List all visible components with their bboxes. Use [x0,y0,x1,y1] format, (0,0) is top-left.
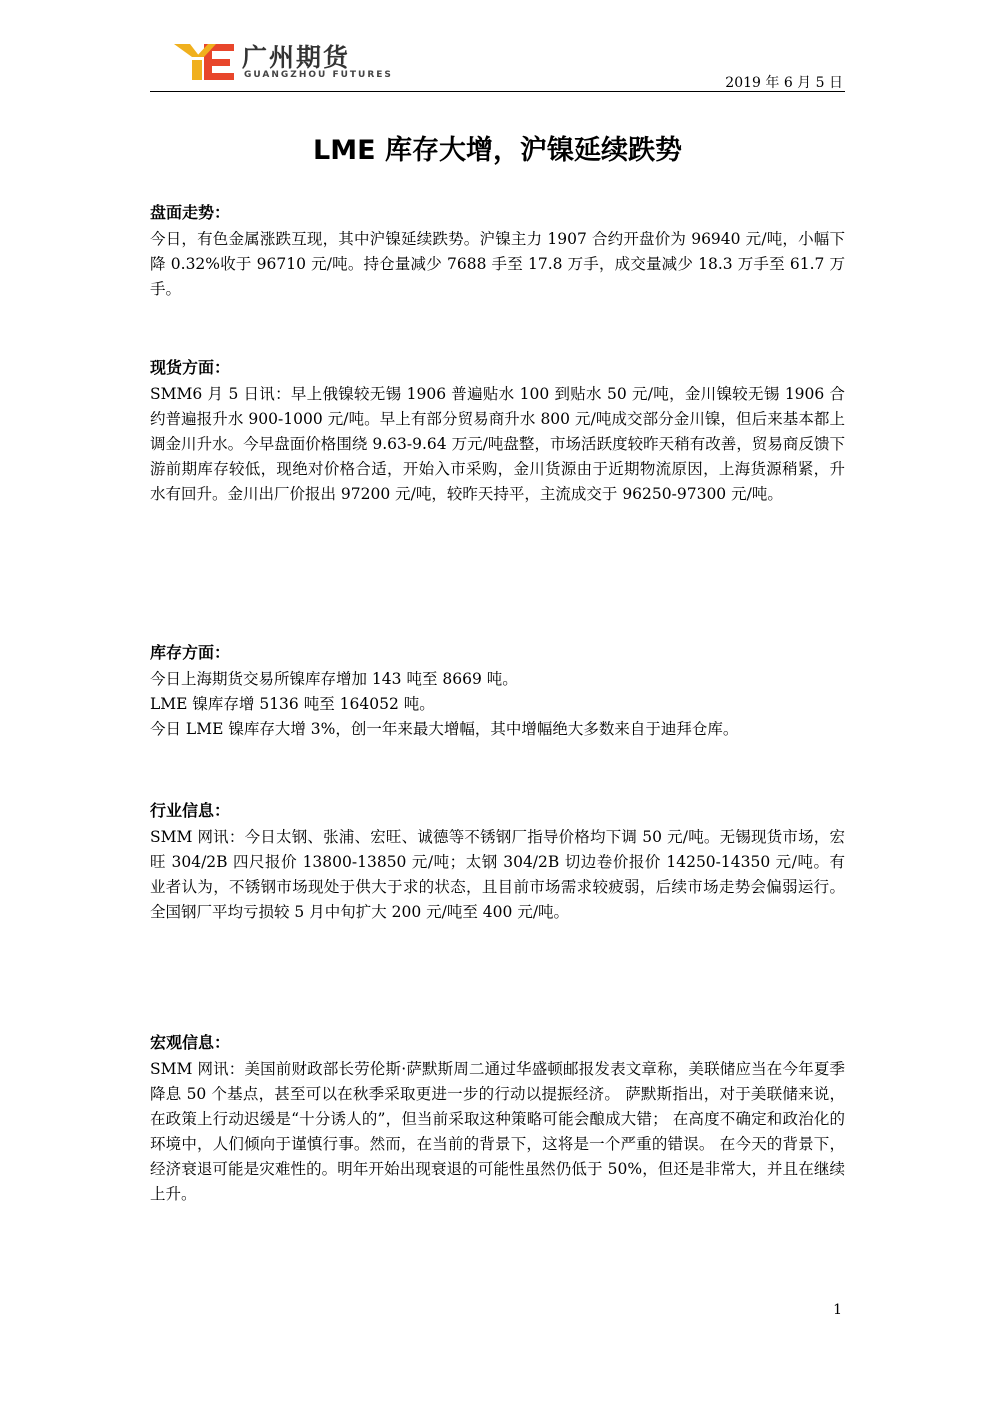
section-industry [150,798,845,925]
page-number: 1 [833,1302,842,1318]
section-heading: 行业信息： [150,801,231,820]
section-macro [150,1030,845,1207]
section-paragraph: SMM 网讯：美国前财政部长劳伦斯·萨默斯周二通过华盛顿邮报发表文章称，美联储应当在今年夏季降息 50 个基点，甚至可以在秋季采取更进一步的行动以提振经济。 萨默斯指出，对于美联储来说，在政策上行动迟缓是“十分诱人的”，但当前采取这种策略可能会酿成大错； 在高度不确定和政治化的环境中，人们倾向于谨慎行事。然而，在当前的背景下，这将是一个严重的错误。 在今天的背景下，经济衰退可能是灾难性的。明年开始出现衰退的可能性虽然仍低于 50%，但还是非常大，并且在继续上升。 [150,1060,845,1203]
section-heading: 库存方面： [150,643,231,662]
section-paragraph: 今日，有色金属涨跌互现，其中沪镍延续跌势。沪镍主力 1907 合约开盘价为 96940 元/吨，小幅下降 0.32%收于 96710 元/吨。持仓量减少 7688 手至 17.8 万手，成交量减少 18.3 万手至 61.7 万手。 [150,230,845,298]
page-header [150,30,845,94]
guangzhou-futures-logo-icon [172,40,236,82]
section-market-trend [150,200,845,302]
header-divider [150,91,845,92]
section-heading: 盘面走势： [150,203,231,222]
section-heading: 宏观信息： [150,1033,231,1052]
section-spot [150,355,845,507]
section-paragraph: 今日上海期货交易所镍库存增加 143 吨至 8669 吨。 [150,670,518,688]
section-paragraph: SMM6 月 5 日讯：早上俄镍较无锡 1906 普遍贴水 100 到贴水 50 元/吨，金川镍较无锡 1906 合约普遍报升水 900-1000 元/吨。早上有部分贸易商升水 800 元/吨成交部分金川镍，但后来基本都上调金川升水。今早盘面价格围绕 9.63-9.64 万元/吨盘整，市场活跃度较昨天稍有改善，贸易商反馈下游前期库存较低，现绝对价格合适，开始入市采购，金川货源由于近期物流原因，上海货源稍紧，升水有回升。金川出厂价报出 97200 元/吨，较昨天持平，主流成交于 96250-97300 元/吨。 [150,385,845,503]
section-heading: 现货方面： [150,358,231,377]
section-inventory [150,640,845,742]
report-title: LME 库存大增，沪镍延续跌势 [313,135,682,166]
logo-english-text: GUANGZHOU FUTURES [244,70,393,80]
logo-chinese-text: 广州期货 [242,43,351,72]
section-paragraph: SMM 网讯：今日太钢、张浦、宏旺、诚德等不锈钢厂指导价格均下调 50 元/吨。无锡现货市场，宏旺 304/2B 四尺报价 13800-13850 元/吨；太钢 304/2B 切边卷价报价 14250-14350 元/吨。有业者认为，不锈钢市场现处于供大于求的状态，且目前市场需求较疲弱，后续市场走势会偏弱运行。全国钢厂平均亏损较 5 月中旬扩大 200 元/吨至 400 元/吨。 [150,828,845,921]
report-date: 2019 年 6 月 5 日 [725,75,843,91]
section-paragraph: LME 镍库存增 5136 吨至 164052 吨。 [150,695,435,713]
section-paragraph: 今日 LME 镍库存大增 3%，创一年来最大增幅，其中增幅绝大多数来自于迪拜仓库。 [150,720,739,738]
